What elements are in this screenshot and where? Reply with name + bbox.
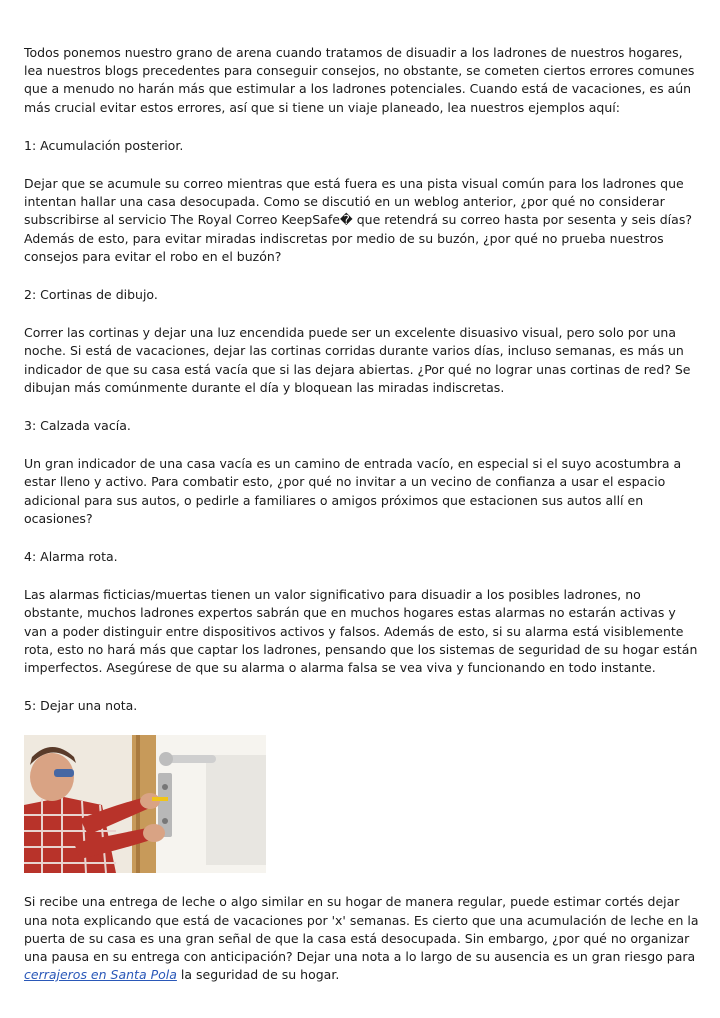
section-heading-1: 1: Acumulación posterior. xyxy=(24,137,184,153)
final-text-before-link: Si recibe una entrega de leche o algo similar en su hogar de manera regular, puede estimar cortés dejar una nota explicando que está de vacaciones por 'x' semanas. Es cierto que una acumulación de leche en la puerta de su casa es una gran señal de que la casa está desocupada. Sin embargo, ¿por qué no organizar una pausa en su entrega con anticipación? Dejar una nota a lo largo de su ausencia es un gran riesgo para xyxy=(24,894,699,965)
intro-paragraph: Todos ponemos nuestro grano de arena cuando tratamos de disuadir a los ladrones de nuestros hogares, lea nuestros blogs precedentes para conseguir consejos, no obstante, se cometen ciertos errores comunes que a menudo no harán más que estimular a los ladrones potenciales. Cuando está de vacaciones, es aún más crucial evitar estos errores, así que si tiene un viaje planeado, lea nuestros ejemplos aquí: xyxy=(24,45,695,115)
article xyxy=(24,44,700,1005)
section-body-1: Dejar que se acumule su correo mientras que está fuera es una pista visual común para los ladrones que intentan hallar una casa desocupada. Como se discutió en un weblog anterior, ¿por qué no considerar subscribirse al servicio The Royal Correo KeepSafe� que retendrá su correo hasta por sesenta y seis días? Además de esto, para evitar miradas indiscretas por medio de su buzón, ¿por qué no prueba nuestros consejos para evitar el robo en el buzón? xyxy=(24,176,692,264)
section-heading-3: 3: Calzada vacía. xyxy=(24,418,131,434)
section-heading-2: 2: Cortinas de dibujo. xyxy=(24,287,158,303)
locksmith-photo xyxy=(24,735,266,873)
cerrajeros-link[interactable]: cerrajeros en Santa Pola xyxy=(24,967,177,983)
final-paragraph xyxy=(24,893,700,984)
section-body-3: Un gran indicador de una casa vacía es un camino de entrada vacío, en especial si el suyo acostumbra a estar lleno y activo. Para combatir esto, ¿por qué no invitar a un vecino de confianza a usar el espacio adicional para sus autos, o pedirle a familiares o amigos próximos que estacionen sus autos allí en ocasiones? xyxy=(24,456,682,526)
final-text-after-link: la seguridad de su hogar. xyxy=(176,967,340,983)
section-body-2: Correr las cortinas y dejar una luz encendida puede ser un excelente disuasivo visual, pero solo por una noche. Si está de vacaciones, dejar las cortinas corridas durante varios días, incluso semanas, es más un indicador de que su casa está vacía que si las dejara abiertas. ¿Por qué no lograr unas cortinas de red? Se dibujan más comúnmente durante el día y bloquean las miradas indiscretas. xyxy=(24,325,691,395)
section-heading-4: 4: Alarma rota. xyxy=(24,549,118,565)
section-body-4: Las alarmas ficticias/muertas tienen un valor significativo para disuadir a los posibles ladrones, no obstante, muchos ladrones expertos sabrán que en muchos hogares estas alarmas no estarán activas y van a poder distinguir entre dispositivos activos y falsos. Además de esto, si su alarma está visiblemente rota, esto no hará más que captar los ladrones, pensando que los sistemas de seguridad de su hogar están imperfectos. Asegúrese de que su alarma o alarma falsa se vea viva y funcionando en todo instante. xyxy=(24,587,698,676)
section-heading-5: 5: Dejar una nota. xyxy=(24,698,138,714)
